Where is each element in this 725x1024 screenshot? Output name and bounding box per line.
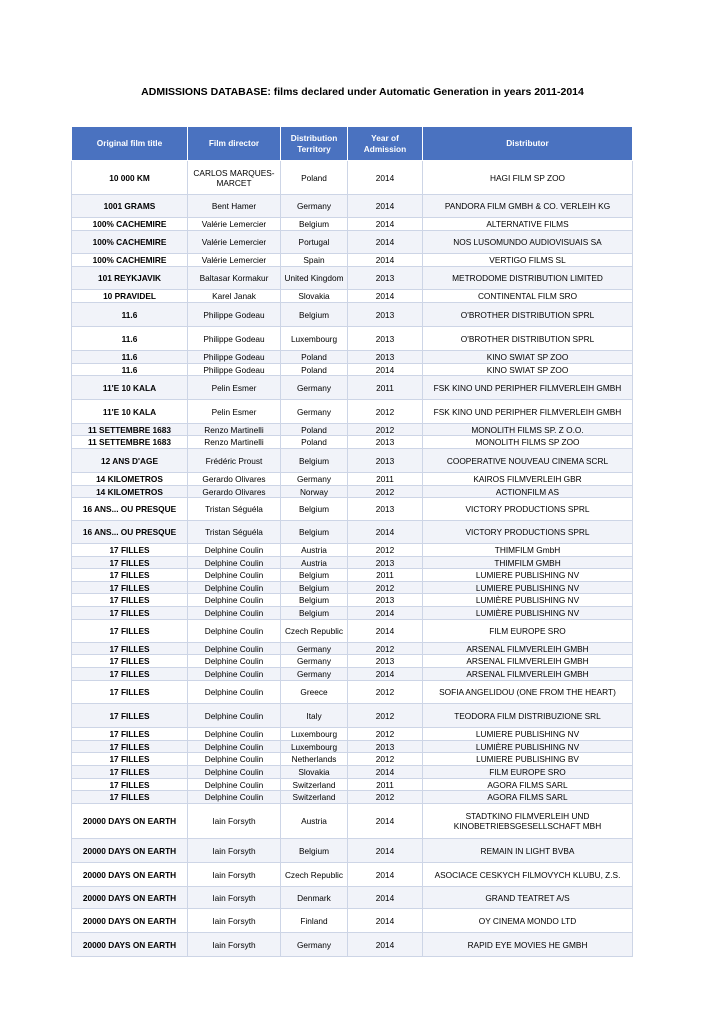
cell-territory: Slovakia — [281, 290, 348, 303]
cell-film-title: 11.6 — [72, 303, 188, 327]
cell-film-director: Pelin Esmer — [188, 400, 281, 424]
cell-film-director: Tristan Séguéla — [188, 498, 281, 521]
table-row — [72, 231, 633, 254]
admissions-table — [71, 126, 633, 957]
cell-film-title: 20000 DAYS ON EARTH — [72, 863, 188, 887]
table-row — [72, 498, 633, 521]
table-row — [72, 582, 633, 594]
cell-territory: Austria — [281, 804, 348, 839]
cell-year: 2014 — [348, 804, 423, 839]
table-row — [72, 766, 633, 779]
cell-film-director: Delphine Coulin — [188, 753, 281, 766]
cell-distributor: VICTORY PRODUCTIONS SPRL — [423, 521, 633, 544]
table-row — [72, 254, 633, 267]
cell-distributor: HAGI FILM SP ZOO — [423, 161, 633, 195]
cell-territory: Austria — [281, 544, 348, 557]
cell-distributor: FILM EUROPE SRO — [423, 766, 633, 779]
cell-year: 2012 — [348, 643, 423, 655]
table-row — [72, 839, 633, 863]
cell-year: 2012 — [348, 544, 423, 557]
cell-film-director: Delphine Coulin — [188, 569, 281, 582]
cell-film-title: 17 FILLES — [72, 544, 188, 557]
table-row — [72, 909, 633, 933]
cell-year: 2014 — [348, 218, 423, 231]
table-row — [72, 791, 633, 804]
cell-film-director: Delphine Coulin — [188, 544, 281, 557]
cell-territory: Germany — [281, 668, 348, 681]
cell-year: 2013 — [348, 594, 423, 607]
cell-film-title: 11.6 — [72, 364, 188, 376]
cell-film-director: Delphine Coulin — [188, 620, 281, 643]
cell-year: 2011 — [348, 779, 423, 791]
cell-year: 2014 — [348, 161, 423, 195]
cell-year: 2012 — [348, 424, 423, 436]
table-row — [72, 327, 633, 351]
cell-film-director: Iain Forsyth — [188, 887, 281, 909]
cell-distributor: LUMIÈRE PUBLISHING NV — [423, 594, 633, 607]
cell-territory: Belgium — [281, 607, 348, 620]
table-row — [72, 376, 633, 400]
cell-distributor: ARSENAL FILMVERLEIH GMBH — [423, 668, 633, 681]
cell-film-director: CARLOS MARQUES-MARCET — [188, 161, 281, 195]
table-row — [72, 557, 633, 569]
cell-film-title: 17 FILLES — [72, 594, 188, 607]
table-row — [72, 594, 633, 607]
table-row — [72, 473, 633, 486]
cell-film-title: 1001 GRAMS — [72, 195, 188, 218]
cell-distributor: VICTORY PRODUCTIONS SPRL — [423, 498, 633, 521]
cell-film-title: 16 ANS... OU PRESQUE — [72, 498, 188, 521]
cell-distributor: O'BROTHER DISTRIBUTION SPRL — [423, 303, 633, 327]
cell-film-title: 20000 DAYS ON EARTH — [72, 804, 188, 839]
table-row — [72, 681, 633, 704]
cell-distributor: NOS LUSOMUNDO AUDIOVISUAIS SA — [423, 231, 633, 254]
table-row — [72, 161, 633, 195]
cell-year: 2014 — [348, 620, 423, 643]
table-row — [72, 779, 633, 791]
cell-distributor: FSK KINO UND PERIPHER FILMVERLEIH GMBH — [423, 400, 633, 424]
cell-territory: Spain — [281, 254, 348, 267]
cell-year: 2011 — [348, 569, 423, 582]
cell-film-title: 17 FILLES — [72, 607, 188, 620]
table-row — [72, 728, 633, 741]
cell-territory: Germany — [281, 473, 348, 486]
cell-film-director: Valérie Lemercier — [188, 218, 281, 231]
cell-film-title: 101 REYKJAVIK — [72, 267, 188, 290]
cell-territory: Portugal — [281, 231, 348, 254]
cell-film-director: Delphine Coulin — [188, 643, 281, 655]
header-distribution-territory: Distribution Territory — [281, 127, 348, 161]
cell-year: 2012 — [348, 681, 423, 704]
table-row — [72, 449, 633, 473]
cell-year: 2013 — [348, 449, 423, 473]
cell-distributor: CONTINENTAL FILM SRO — [423, 290, 633, 303]
cell-film-director: Iain Forsyth — [188, 863, 281, 887]
cell-distributor: LUMIERE PUBLISHING NV — [423, 728, 633, 741]
cell-year: 2012 — [348, 791, 423, 804]
cell-film-title: 11'E 10 KALA — [72, 400, 188, 424]
cell-year: 2014 — [348, 290, 423, 303]
cell-distributor: ARSENAL FILMVERLEIH GMBH — [423, 655, 633, 668]
cell-distributor: ACTIONFILM AS — [423, 486, 633, 498]
cell-distributor: THIMFILM GMBH — [423, 557, 633, 569]
cell-territory: Belgium — [281, 218, 348, 231]
cell-year: 2014 — [348, 933, 423, 957]
cell-territory: Italy — [281, 704, 348, 728]
cell-year: 2014 — [348, 364, 423, 376]
cell-year: 2012 — [348, 582, 423, 594]
cell-territory: Norway — [281, 486, 348, 498]
cell-film-director: Valérie Lemercier — [188, 254, 281, 267]
cell-distributor: KINO SWIAT SP ZOO — [423, 364, 633, 376]
table-row — [72, 704, 633, 728]
cell-year: 2012 — [348, 728, 423, 741]
cell-year: 2013 — [348, 655, 423, 668]
cell-film-director: Delphine Coulin — [188, 791, 281, 804]
table-row — [72, 741, 633, 753]
cell-film-director: Delphine Coulin — [188, 668, 281, 681]
cell-distributor: ASOCIACE CESKYCH FILMOVYCH KLUBU, Z.S. — [423, 863, 633, 887]
cell-distributor: VERTIGO FILMS SL — [423, 254, 633, 267]
table-row — [72, 863, 633, 887]
cell-territory: Belgium — [281, 594, 348, 607]
cell-year: 2014 — [348, 668, 423, 681]
page-title: ADMISSIONS DATABASE: films declared under Automatic Generation in years 2011-2014 — [141, 86, 584, 98]
cell-film-director: Valérie Lemercier — [188, 231, 281, 254]
header-distributor: Distributor — [423, 127, 633, 161]
table-row — [72, 804, 633, 839]
cell-film-director: Karel Janak — [188, 290, 281, 303]
cell-film-title: 17 FILLES — [72, 569, 188, 582]
cell-film-director: Iain Forsyth — [188, 909, 281, 933]
cell-film-director: Delphine Coulin — [188, 655, 281, 668]
cell-territory: Switzerland — [281, 779, 348, 791]
cell-territory: Belgium — [281, 582, 348, 594]
cell-territory: Luxembourg — [281, 327, 348, 351]
cell-film-director: Iain Forsyth — [188, 933, 281, 957]
table-row — [72, 668, 633, 681]
cell-territory: Switzerland — [281, 791, 348, 804]
cell-film-director: Delphine Coulin — [188, 594, 281, 607]
cell-territory: Poland — [281, 161, 348, 195]
table-row — [72, 569, 633, 582]
cell-year: 2013 — [348, 498, 423, 521]
cell-film-director: Gerardo Olivares — [188, 473, 281, 486]
cell-film-director: Frédéric Proust — [188, 449, 281, 473]
cell-territory: Germany — [281, 376, 348, 400]
cell-distributor: LUMIERE PUBLISHING NV — [423, 569, 633, 582]
table-row — [72, 267, 633, 290]
cell-distributor: AGORA FILMS SARL — [423, 791, 633, 804]
cell-year: 2014 — [348, 607, 423, 620]
cell-year: 2013 — [348, 351, 423, 364]
cell-film-director: Tristan Séguéla — [188, 521, 281, 544]
cell-film-director: Delphine Coulin — [188, 741, 281, 753]
cell-film-director: Renzo Martinelli — [188, 436, 281, 449]
cell-year: 2013 — [348, 436, 423, 449]
cell-film-title: 17 FILLES — [72, 741, 188, 753]
cell-territory: Greece — [281, 681, 348, 704]
cell-film-title: 17 FILLES — [72, 643, 188, 655]
cell-year: 2012 — [348, 753, 423, 766]
cell-distributor: LUMIÈRE PUBLISHING NV — [423, 607, 633, 620]
table-row — [72, 400, 633, 424]
cell-film-title: 100% CACHEMIRE — [72, 254, 188, 267]
cell-distributor: MONOLITH FILMS SP. Z O.O. — [423, 424, 633, 436]
cell-territory: Austria — [281, 557, 348, 569]
cell-year: 2012 — [348, 486, 423, 498]
cell-territory: Belgium — [281, 498, 348, 521]
cell-territory: Belgium — [281, 569, 348, 582]
cell-territory: Germany — [281, 643, 348, 655]
cell-film-director: Philippe Godeau — [188, 303, 281, 327]
cell-territory: Germany — [281, 933, 348, 957]
cell-distributor: MONOLITH FILMS SP ZOO — [423, 436, 633, 449]
cell-distributor: COOPERATIVE NOUVEAU CINEMA SCRL — [423, 449, 633, 473]
cell-year: 2013 — [348, 327, 423, 351]
cell-film-title: 17 FILLES — [72, 681, 188, 704]
cell-distributor: FILM EUROPE SRO — [423, 620, 633, 643]
cell-film-title: 17 FILLES — [72, 557, 188, 569]
cell-film-director: Delphine Coulin — [188, 704, 281, 728]
cell-film-title: 100% CACHEMIRE — [72, 218, 188, 231]
cell-film-director: Renzo Martinelli — [188, 424, 281, 436]
header-film-director: Film director — [188, 127, 281, 161]
table-row — [72, 424, 633, 436]
cell-territory: Poland — [281, 436, 348, 449]
cell-film-title: 20000 DAYS ON EARTH — [72, 839, 188, 863]
cell-distributor: KAIROS FILMVERLEIH GBR — [423, 473, 633, 486]
cell-distributor: TEODORA FILM DISTRIBUZIONE SRL — [423, 704, 633, 728]
table-row — [72, 195, 633, 218]
table-row — [72, 933, 633, 957]
cell-film-title: 11 SETTEMBRE 1683 — [72, 436, 188, 449]
cell-year: 2013 — [348, 741, 423, 753]
header-original-film-title: Original film title — [72, 127, 188, 161]
cell-film-director: Philippe Godeau — [188, 327, 281, 351]
cell-territory: Finland — [281, 909, 348, 933]
cell-year: 2011 — [348, 473, 423, 486]
table-row — [72, 544, 633, 557]
cell-territory: Luxembourg — [281, 741, 348, 753]
cell-film-title: 16 ANS... OU PRESQUE — [72, 521, 188, 544]
table-row — [72, 521, 633, 544]
cell-distributor: PANDORA FILM GMBH & CO. VERLEIH KG — [423, 195, 633, 218]
table-row — [72, 290, 633, 303]
cell-film-title: 17 FILLES — [72, 582, 188, 594]
cell-year: 2013 — [348, 267, 423, 290]
cell-film-director: Bent Hamer — [188, 195, 281, 218]
cell-film-title: 20000 DAYS ON EARTH — [72, 887, 188, 909]
cell-film-director: Gerardo Olivares — [188, 486, 281, 498]
cell-year: 2014 — [348, 195, 423, 218]
cell-territory: Denmark — [281, 887, 348, 909]
cell-territory: Czech Republic — [281, 863, 348, 887]
cell-territory: Netherlands — [281, 753, 348, 766]
table-row — [72, 655, 633, 668]
cell-film-title: 100% CACHEMIRE — [72, 231, 188, 254]
cell-territory: United Kingdom — [281, 267, 348, 290]
cell-film-title: 14 KILOMETROS — [72, 473, 188, 486]
cell-film-director: Delphine Coulin — [188, 728, 281, 741]
cell-film-director: Delphine Coulin — [188, 779, 281, 791]
header-row — [72, 127, 633, 161]
table-row — [72, 486, 633, 498]
cell-territory: Luxembourg — [281, 728, 348, 741]
cell-film-director: Delphine Coulin — [188, 607, 281, 620]
cell-territory: Belgium — [281, 303, 348, 327]
cell-film-director: Philippe Godeau — [188, 364, 281, 376]
cell-film-title: 11'E 10 KALA — [72, 376, 188, 400]
cell-year: 2014 — [348, 521, 423, 544]
cell-distributor: OY CINEMA MONDO LTD — [423, 909, 633, 933]
cell-year: 2011 — [348, 376, 423, 400]
cell-territory: Slovakia — [281, 766, 348, 779]
cell-film-director: Philippe Godeau — [188, 351, 281, 364]
table-row — [72, 436, 633, 449]
cell-distributor: SOFIA ANGELIDOU (ONE FROM THE HEART) — [423, 681, 633, 704]
cell-film-director: Baltasar Kormakur — [188, 267, 281, 290]
cell-film-director: Pelin Esmer — [188, 376, 281, 400]
cell-year: 2014 — [348, 766, 423, 779]
cell-year: 2012 — [348, 400, 423, 424]
cell-year: 2014 — [348, 231, 423, 254]
cell-distributor: RAPID EYE MOVIES HE GMBH — [423, 933, 633, 957]
cell-distributor: GRAND TEATRET A/S — [423, 887, 633, 909]
cell-distributor: LUMIERE PUBLISHING NV — [423, 582, 633, 594]
cell-territory: Belgium — [281, 839, 348, 863]
cell-film-title: 11.6 — [72, 351, 188, 364]
cell-film-director: Iain Forsyth — [188, 804, 281, 839]
cell-film-title: 17 FILLES — [72, 728, 188, 741]
cell-year: 2014 — [348, 909, 423, 933]
table-row — [72, 620, 633, 643]
cell-film-title: 20000 DAYS ON EARTH — [72, 909, 188, 933]
cell-territory: Poland — [281, 351, 348, 364]
cell-distributor: LUMIÈRE PUBLISHING NV — [423, 741, 633, 753]
table-row — [72, 753, 633, 766]
cell-film-title: 10 000 KM — [72, 161, 188, 195]
cell-film-title: 17 FILLES — [72, 791, 188, 804]
cell-territory: Germany — [281, 195, 348, 218]
cell-film-title: 17 FILLES — [72, 655, 188, 668]
cell-distributor: THIMFILM GmbH — [423, 544, 633, 557]
cell-territory: Poland — [281, 424, 348, 436]
cell-film-director: Delphine Coulin — [188, 681, 281, 704]
table-row — [72, 643, 633, 655]
cell-film-director: Delphine Coulin — [188, 766, 281, 779]
cell-territory: Germany — [281, 400, 348, 424]
table-row — [72, 607, 633, 620]
cell-distributor: ARSENAL FILMVERLEIH GMBH — [423, 643, 633, 655]
cell-film-director: Iain Forsyth — [188, 839, 281, 863]
cell-distributor: STADTKINO FILMVERLEIH UND KINOBETRIEBSGESELLSCHAFT MBH — [423, 804, 633, 839]
cell-film-title: 11.6 — [72, 327, 188, 351]
table-row — [72, 887, 633, 909]
cell-distributor: AGORA FILMS SARL — [423, 779, 633, 791]
cell-territory: Belgium — [281, 521, 348, 544]
table-row — [72, 351, 633, 364]
cell-year: 2014 — [348, 839, 423, 863]
cell-film-title: 14 KILOMETROS — [72, 486, 188, 498]
cell-film-director: Delphine Coulin — [188, 557, 281, 569]
cell-territory: Czech Republic — [281, 620, 348, 643]
cell-film-director: Delphine Coulin — [188, 582, 281, 594]
cell-distributor: KINO SWIAT SP ZOO — [423, 351, 633, 364]
cell-film-title: 17 FILLES — [72, 704, 188, 728]
cell-film-title: 17 FILLES — [72, 766, 188, 779]
cell-year: 2012 — [348, 704, 423, 728]
cell-year: 2014 — [348, 887, 423, 909]
cell-film-title: 20000 DAYS ON EARTH — [72, 933, 188, 957]
cell-distributor: METRODOME DISTRIBUTION LIMITED — [423, 267, 633, 290]
cell-year: 2013 — [348, 303, 423, 327]
table-body — [72, 161, 633, 957]
cell-territory: Belgium — [281, 449, 348, 473]
cell-distributor: ALTERNATIVE FILMS — [423, 218, 633, 231]
header-year-of-admission: Year of Admission — [348, 127, 423, 161]
cell-film-title: 17 FILLES — [72, 753, 188, 766]
cell-year: 2014 — [348, 863, 423, 887]
cell-distributor: LUMIERE PUBLISHING BV — [423, 753, 633, 766]
cell-film-title: 11 SETTEMBRE 1683 — [72, 424, 188, 436]
cell-film-title: 17 FILLES — [72, 779, 188, 791]
cell-year: 2013 — [348, 557, 423, 569]
cell-film-title: 12 ANS D'AGE — [72, 449, 188, 473]
cell-distributor: FSK KINO UND PERIPHER FILMVERLEIH GMBH — [423, 376, 633, 400]
table-row — [72, 303, 633, 327]
cell-film-title: 10 PRAVIDEL — [72, 290, 188, 303]
cell-film-title: 17 FILLES — [72, 620, 188, 643]
cell-distributor: REMAIN IN LIGHT BVBA — [423, 839, 633, 863]
table-row — [72, 364, 633, 376]
cell-year: 2014 — [348, 254, 423, 267]
table-row — [72, 218, 633, 231]
cell-distributor: O'BROTHER DISTRIBUTION SPRL — [423, 327, 633, 351]
cell-film-title: 17 FILLES — [72, 668, 188, 681]
cell-territory: Poland — [281, 364, 348, 376]
cell-territory: Germany — [281, 655, 348, 668]
